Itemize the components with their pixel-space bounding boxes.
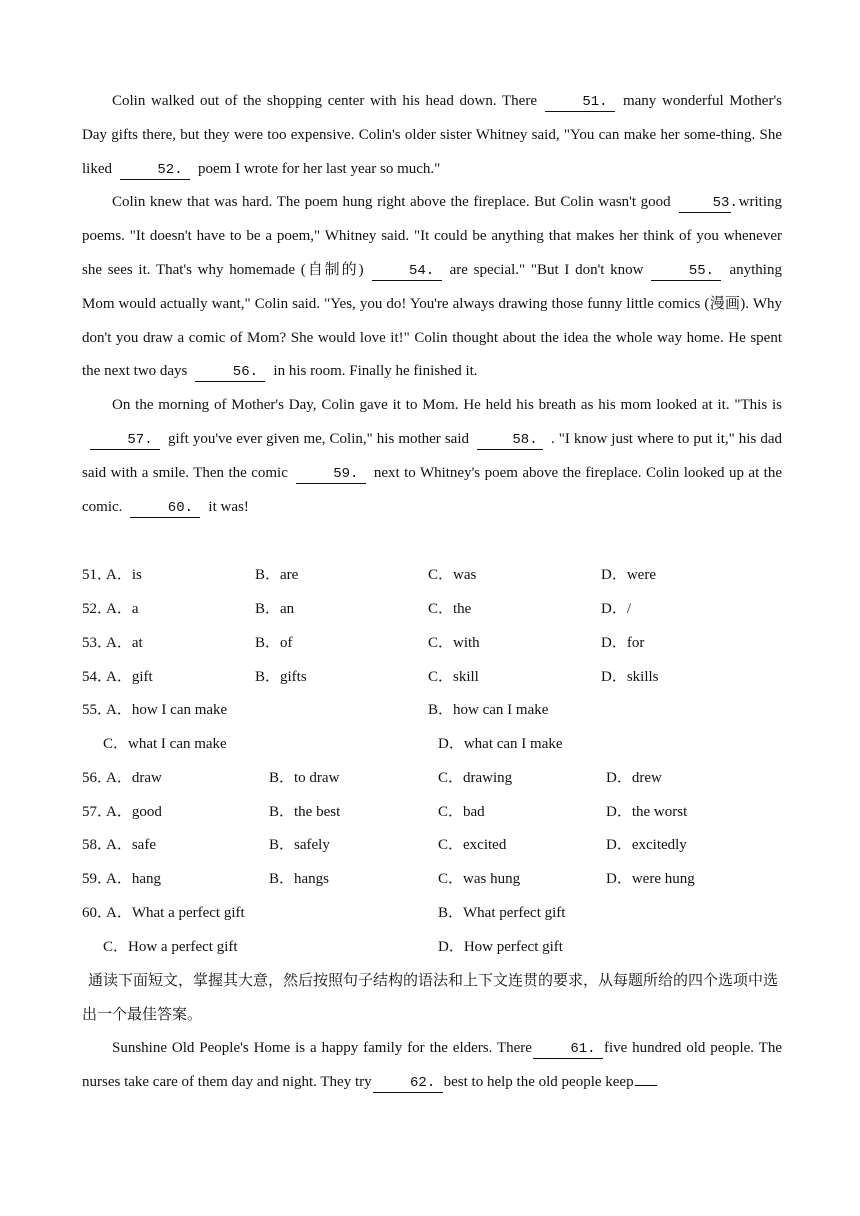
option-c[interactable]: C．excited: [438, 837, 507, 853]
passage-text: Colin walked out of the shopping center with his head down. There: [112, 93, 537, 109]
blank-52: 52.: [120, 161, 190, 180]
option-a[interactable]: A．at: [106, 635, 143, 651]
blank-54: 54.: [372, 262, 442, 281]
option-a[interactable]: A．a: [106, 601, 139, 617]
question-58: [82, 829, 782, 863]
question-56: [82, 762, 782, 796]
option-a[interactable]: A．safe: [106, 837, 156, 853]
question-53: [82, 627, 782, 661]
option-d[interactable]: D．the worst: [606, 804, 688, 820]
option-a[interactable]: A．gift: [106, 669, 153, 685]
question-51: [82, 559, 782, 593]
option-d[interactable]: D．How perfect gift: [438, 939, 563, 955]
option-d[interactable]: D．were: [601, 567, 656, 583]
passage-text: writing poems. "It doesn't have to be a poem," Whitney said. "It could be anything that makes her think of you whenever she sees it. That's why homemade (自制的): [82, 194, 782, 278]
option-a[interactable]: A．good: [106, 804, 162, 820]
question-number: 59．: [82, 871, 113, 887]
option-c[interactable]: C．was: [428, 567, 477, 583]
passage-text: next to Whitney's poem above the fireplace. Colin looked up at the comic.: [82, 464, 783, 515]
passage-text: it was!: [208, 498, 249, 515]
option-c[interactable]: C．the: [428, 601, 472, 617]
option-d[interactable]: D．drew: [606, 770, 662, 786]
passage-text: best to help the old people keep: [443, 1073, 634, 1090]
option-b[interactable]: B．an: [255, 601, 295, 617]
question-number: 56．: [82, 770, 113, 786]
blank-62: 62.: [373, 1074, 443, 1093]
question-number: 53．: [82, 635, 113, 651]
option-d[interactable]: D．what can I make: [438, 736, 563, 752]
option-b[interactable]: B．the best: [269, 804, 341, 820]
option-c[interactable]: C．How a perfect gift: [103, 939, 238, 955]
option-c[interactable]: C．drawing: [438, 770, 513, 786]
option-b[interactable]: B．are: [255, 567, 299, 583]
option-a[interactable]: A．What a perfect gift: [106, 905, 245, 921]
passage-text: gift you've ever given me, Colin," his mother said: [168, 430, 469, 447]
passage-text: . "I know just where to put it," his dad said with a smile. Then the comic: [82, 430, 782, 481]
option-c[interactable]: C．what I can make: [103, 736, 227, 752]
passage-text: Colin knew that was hard. The poem hung right above the fireplace. But Colin wasn't good: [112, 194, 671, 211]
question-number: 55．: [82, 702, 113, 718]
question-52: [82, 593, 782, 627]
blank-53: 53.: [679, 194, 731, 213]
question-57: [82, 796, 782, 830]
cloze-passage-1: [82, 85, 782, 524]
passage-text: are special." "But I don't know: [449, 261, 644, 278]
option-b[interactable]: B．hangs: [269, 871, 330, 887]
question-number: 52．: [82, 601, 113, 617]
instruction-text: 通读下面短文，掌握其大意，然后按照句子结构的语法和上下文连贯的要求，从每题所给的四个选项中选出一个最佳答案。: [82, 971, 779, 1023]
question-60-row-2: [82, 931, 782, 965]
option-a[interactable]: A．draw: [106, 770, 162, 786]
option-d[interactable]: D．were hung: [606, 871, 695, 887]
option-c[interactable]: C．skill: [428, 669, 479, 685]
blank-63: [635, 1085, 657, 1086]
question-55: [82, 694, 782, 728]
blank-60: 60.: [130, 499, 200, 518]
question-number: 58．: [82, 837, 113, 853]
option-b[interactable]: B．to draw: [269, 770, 340, 786]
option-a[interactable]: A．is: [106, 567, 142, 583]
blank-58: 58.: [477, 431, 543, 450]
option-b[interactable]: B．safely: [269, 837, 330, 853]
passage-text: in his room. Finally he finished it.: [273, 363, 478, 380]
passage-text: anything Mom would actually want," Colin said. "Yes, you do! You're always drawing those funny little comics (漫画). Why don't you draw a comic of Mom? She would love it!" Colin thought about the idea the whole way home. He spent the next two days: [82, 261, 782, 380]
question-number: 57．: [82, 804, 113, 820]
blank-55: 55.: [651, 262, 721, 281]
paragraph-2: [82, 186, 782, 389]
question-55-row-2: [82, 728, 782, 762]
option-d[interactable]: D．skills: [601, 669, 659, 685]
blank-57: 57.: [90, 431, 160, 450]
blank-51: 51.: [545, 93, 615, 112]
blank-59: 59.: [296, 465, 366, 484]
option-d[interactable]: D．excitedly: [606, 837, 687, 853]
cloze-passage-2: [82, 1032, 782, 1100]
question-number: 51．: [82, 567, 113, 583]
question-number: 60．: [82, 905, 113, 921]
option-c[interactable]: C．bad: [438, 804, 485, 820]
option-a[interactable]: A．how I can make: [106, 702, 228, 718]
paragraph-3: [82, 389, 782, 524]
passage-text: many wonderful Mother's Day gifts there, but they were too expensive. Colin's older sister Whitney said, "You can make her some-thing. She liked: [82, 93, 783, 177]
option-b[interactable]: B．of: [255, 635, 293, 651]
option-d[interactable]: D．/: [601, 601, 632, 617]
paragraph-1: [82, 1032, 782, 1100]
option-b[interactable]: B．gifts: [255, 669, 307, 685]
option-b[interactable]: B．how can I make: [428, 702, 549, 718]
passage-text: five hundred old people. The nurses take care of them day and night. They try: [82, 1040, 782, 1090]
question-59: [82, 863, 782, 897]
question-54: [82, 661, 782, 695]
option-c[interactable]: C．with: [428, 635, 480, 651]
paragraph-1: [82, 85, 782, 186]
blank-61: 61.: [533, 1040, 603, 1059]
passage-text: On the morning of Mother's Day, Colin gave it to Mom. He held his breath as his mom looked at it. "This is: [112, 397, 782, 414]
passage-text: Sunshine Old People's Home is a happy family for the elders. There: [112, 1040, 532, 1056]
question-number: 54．: [82, 669, 113, 685]
section-instruction: [82, 964, 782, 1032]
option-a[interactable]: A．hang: [106, 871, 161, 887]
option-c[interactable]: C．was hung: [438, 871, 521, 887]
blank-56: 56.: [195, 363, 265, 382]
option-b[interactable]: B．What perfect gift: [438, 905, 566, 921]
passage-text: poem I wrote for her last year so much.": [198, 160, 441, 177]
question-60: [82, 897, 782, 931]
option-d[interactable]: D．for: [601, 635, 645, 651]
